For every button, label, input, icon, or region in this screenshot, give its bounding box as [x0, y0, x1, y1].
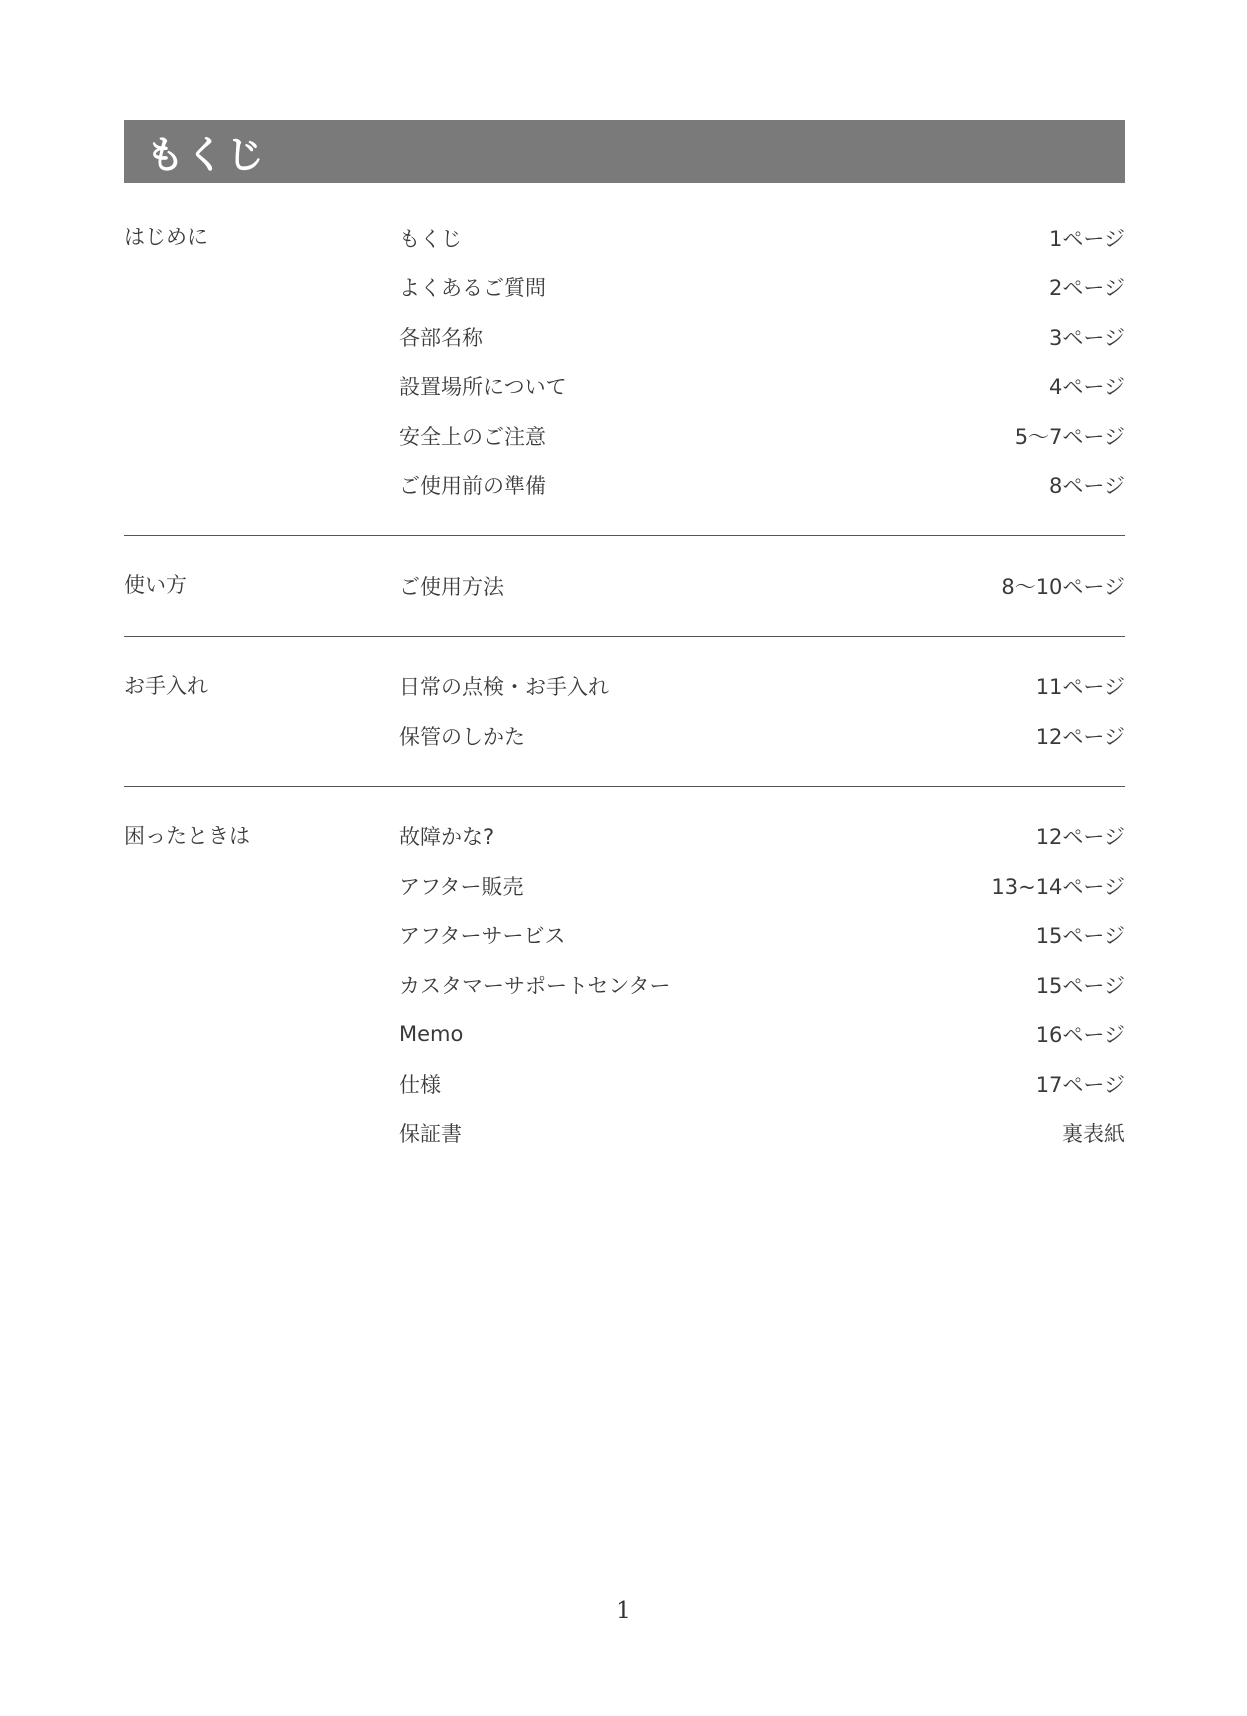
entry-title: 設置場所について: [399, 375, 567, 400]
entry-page: 裏表紙: [1062, 1122, 1125, 1147]
entry-page: 15ページ: [1035, 924, 1125, 949]
toc-entry[interactable]: [399, 861, 1125, 911]
entry-page: 16ページ: [1035, 1023, 1125, 1048]
entry-title: 仕様: [399, 1072, 441, 1097]
toc-entry[interactable]: [399, 1010, 1125, 1060]
toc-entry[interactable]: [399, 711, 1125, 761]
toc-title-bar: [124, 120, 1125, 183]
toc-entry[interactable]: [399, 263, 1125, 313]
entry-title: もくじ: [399, 226, 462, 251]
toc-entry[interactable]: [399, 362, 1125, 412]
entry-page: 12ページ: [1035, 825, 1125, 850]
entry-page: 12ページ: [1035, 724, 1125, 749]
entry-page: 17ページ: [1035, 1072, 1125, 1097]
entry-page: 3ページ: [1049, 325, 1125, 350]
section-label: お手入れ: [124, 673, 208, 698]
entry-title: カスタマーサポートセンター: [399, 973, 671, 998]
table-of-contents: [124, 213, 1125, 1158]
section-label: はじめに: [124, 225, 208, 249]
toc-section: [124, 213, 1125, 535]
entry-page: 5〜7ページ: [1014, 424, 1125, 449]
entry-title: 日常の点検・お手入れ: [399, 675, 609, 700]
section-label: 使い方: [124, 573, 187, 597]
entry-title: ご使用前の準備: [399, 474, 546, 499]
toc-entry[interactable]: [399, 1059, 1125, 1109]
entry-title: アフターサービス: [399, 924, 566, 949]
toc-entry[interactable]: [399, 461, 1125, 511]
toc-entry[interactable]: [399, 960, 1125, 1010]
page-title: もくじ: [146, 133, 267, 177]
toc-entry[interactable]: [399, 561, 1125, 611]
entry-title: 各部名称: [399, 325, 483, 350]
toc-entry[interactable]: [399, 213, 1125, 263]
toc-entry[interactable]: [399, 911, 1125, 961]
entry-page: 11ページ: [1035, 675, 1125, 700]
entry-title: よくあるご質問: [399, 276, 546, 301]
entry-title: ご使用方法: [399, 574, 504, 599]
toc-entry[interactable]: [399, 1109, 1125, 1159]
toc-entry[interactable]: [399, 312, 1125, 362]
toc-section: [124, 786, 1125, 1159]
entry-title: 故障かな?: [399, 825, 495, 850]
entry-page: 2ページ: [1049, 276, 1125, 301]
toc-section: [124, 535, 1125, 636]
entry-page: 4ページ: [1049, 375, 1125, 400]
page-number: 1: [616, 1598, 631, 1624]
entry-page: 8〜10ページ: [1001, 574, 1125, 599]
entry-page: 8ページ: [1049, 474, 1125, 499]
toc-entry[interactable]: [399, 662, 1125, 712]
entry-title: アフター販売: [399, 874, 524, 899]
section-label: 困ったときは: [124, 823, 250, 848]
section-entries: [399, 561, 1125, 611]
section-entries: [399, 812, 1125, 1159]
entry-title: 保証書: [399, 1122, 462, 1147]
toc-entry[interactable]: [399, 812, 1125, 862]
entry-page: 1ページ: [1049, 226, 1125, 251]
entry-title: 保管のしかた: [399, 724, 525, 749]
section-entries: [399, 213, 1125, 510]
entry-title: 安全上のご注意: [399, 424, 546, 449]
entry-page: 15ページ: [1035, 973, 1125, 998]
toc-section: [124, 636, 1125, 786]
section-entries: [399, 662, 1125, 761]
toc-entry[interactable]: [399, 411, 1125, 461]
entry-page: 13~14ページ: [991, 874, 1125, 899]
entry-title: Memo: [399, 1022, 464, 1047]
